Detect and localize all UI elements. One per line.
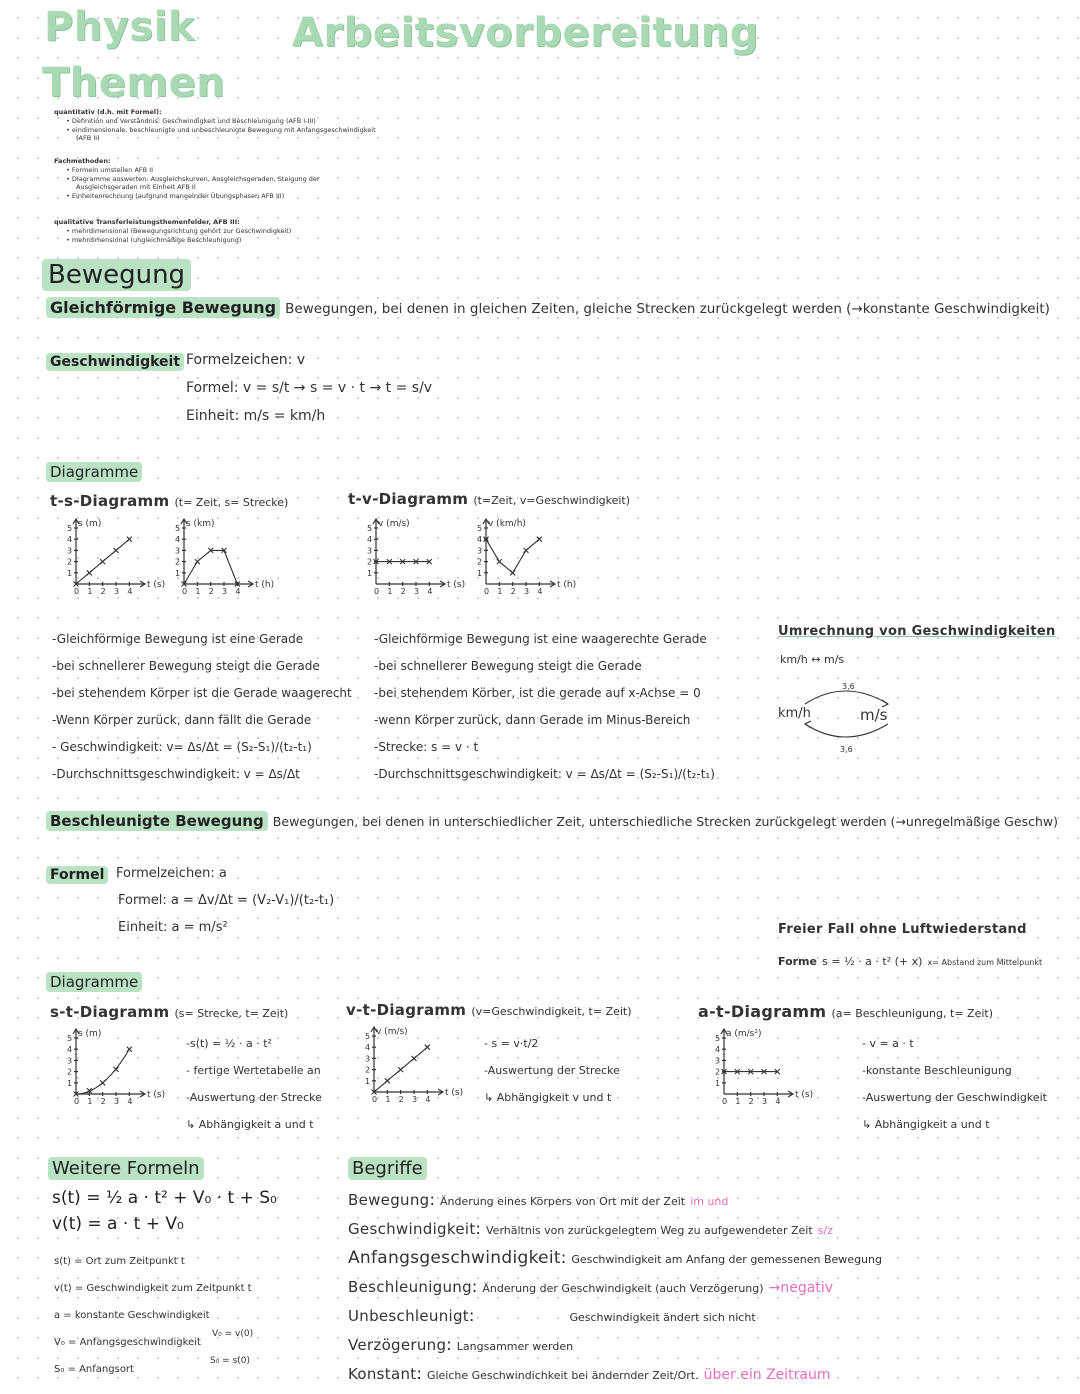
y-tick-label: 4 bbox=[67, 1045, 73, 1055]
x-tick-label: 1 bbox=[385, 1095, 391, 1104]
term-definition: Geschwindigkeit ändert sich nicht bbox=[569, 1311, 756, 1324]
vt-notes bbox=[484, 1030, 620, 1111]
methods-heading: Fachmethoden: bbox=[54, 157, 111, 165]
x-tick-label: 1 bbox=[497, 587, 503, 596]
st-note: -s(t) = ½ · a · t² bbox=[186, 1037, 272, 1050]
data-point bbox=[114, 1067, 119, 1072]
freefall-line bbox=[778, 950, 1042, 969]
term-name: Konstant bbox=[348, 1365, 417, 1383]
y-tick-label: 2 bbox=[477, 557, 483, 567]
x-tick-label: 3 bbox=[412, 1095, 418, 1104]
y-tick-label: 5 bbox=[365, 1032, 371, 1041]
at-diagram-legend: (a= Beschleunigung, t= Zeit) bbox=[831, 1007, 993, 1020]
ts-note: -bei stehendem Körper ist die Gerade waagerecht bbox=[52, 686, 352, 700]
topics-title: Themen bbox=[42, 60, 226, 106]
quant-item: (AFB II) bbox=[76, 134, 100, 143]
factor-bottom: 3,6 bbox=[840, 745, 853, 754]
data-point bbox=[127, 537, 132, 542]
y-tick-label: 3 bbox=[175, 546, 181, 556]
x-tick-label: 2 bbox=[510, 587, 516, 596]
st-notes bbox=[186, 1030, 322, 1138]
ts-note: -Wenn Körper zurück, dann fällt die Gerade bbox=[52, 713, 312, 727]
y-axis-label: s (km) bbox=[186, 519, 215, 529]
term-note: s/z bbox=[817, 1224, 833, 1237]
y-tick-label: 2 bbox=[67, 1067, 73, 1077]
data-point bbox=[510, 570, 515, 575]
vt-diagram-name: v-t-Diagramm bbox=[346, 1001, 467, 1019]
tv-diagram-legend: (t=Zeit, v=Geschwindigkeit) bbox=[473, 494, 631, 507]
tv-diagram-name: t-v-Diagramm bbox=[348, 490, 469, 508]
y-tick-label: 5 bbox=[715, 1034, 721, 1043]
y-axis-label: v (m/s) bbox=[378, 519, 410, 529]
x-tick-label: 4 bbox=[127, 587, 133, 596]
x-tick-label: 0 bbox=[372, 1095, 378, 1104]
formula-position: s(t) = ½ a · t² + V₀ · t + S₀ bbox=[52, 1188, 277, 1208]
term-definition: Änderung der Geschwindigkeit (auch Verzögerung) bbox=[482, 1282, 764, 1295]
x-axis-label: t (h) bbox=[557, 580, 577, 590]
conversion-right-unit: m/s bbox=[860, 706, 888, 724]
ts-note: -Gleichförmige Bewegung ist eine Gerade bbox=[52, 632, 304, 646]
bewegung-heading: Bewegung bbox=[42, 259, 191, 291]
acc-symbol: Formelzeichen: a bbox=[116, 866, 227, 881]
diagrams-heading-1: Diagramme bbox=[46, 462, 142, 482]
x-tick-label: 0 bbox=[74, 1097, 80, 1106]
y-tick-label: 1 bbox=[367, 568, 373, 578]
data-point bbox=[425, 1045, 430, 1050]
freefall-title: Freier Fall ohne Luftwiederstand bbox=[778, 922, 1027, 937]
freefall-formula: s = ½ · a · t² (+ x) bbox=[822, 955, 923, 968]
formula-definition: s(t) = Ort zum Zeitpunkt t bbox=[54, 1256, 185, 1267]
y-tick-label: 1 bbox=[67, 568, 73, 578]
y-tick-label: 3 bbox=[67, 1056, 73, 1066]
accelerated-motion-line bbox=[46, 811, 1058, 830]
st-note: ↳ Abhängigkeit a und t bbox=[186, 1118, 314, 1131]
at-note: ↳ Abhängigkeit a und t bbox=[862, 1118, 990, 1131]
acc-unit: Einheit: a = m/s² bbox=[118, 920, 228, 935]
st-diagram-title bbox=[50, 1002, 288, 1021]
term-name: Anfangsgeschwindigkeit bbox=[348, 1248, 561, 1268]
formula-definition: S₀ = Anfangsort bbox=[54, 1364, 134, 1375]
acc-formula: Formel: a = Δv/Δt = (V₂-V₁)/(t₂-t₁) bbox=[118, 893, 335, 908]
x-tick-label: 2 bbox=[400, 587, 406, 596]
ts-chart-stop-return bbox=[172, 516, 275, 596]
x-tick-label: 1 bbox=[195, 587, 201, 596]
arrow-top bbox=[805, 691, 888, 704]
term-definition: Änderung eines Körpers von Ort mit der Zeit bbox=[439, 1195, 686, 1208]
v0-equation: V₀ = v(0) bbox=[212, 1329, 254, 1339]
freefall-formula-label: Forme bbox=[778, 955, 817, 968]
y-tick-label: 1 bbox=[67, 1078, 73, 1088]
term-row: Unbeschleunigt: Geschwindigkeit ändert sich nicht bbox=[348, 1306, 756, 1325]
at-diagram-title bbox=[698, 1002, 993, 1021]
arrow-bottom bbox=[805, 724, 888, 737]
x-axis-label: t (s) bbox=[147, 580, 166, 590]
x-tick-label: 2 bbox=[208, 587, 214, 596]
x-axis-label: t (s) bbox=[795, 1090, 814, 1100]
y-tick-label: 3 bbox=[715, 1056, 721, 1066]
y-tick-label: 5 bbox=[175, 524, 181, 533]
st-note: -Auswertung der Strecke bbox=[186, 1091, 322, 1104]
at-note: - v = a · t bbox=[862, 1037, 914, 1050]
tv-notes bbox=[374, 626, 715, 788]
at-notes bbox=[862, 1030, 1047, 1138]
tv-note: -wenn Körper zurück, dann Gerade im Minus-Bereich bbox=[374, 713, 691, 727]
data-point bbox=[537, 537, 542, 542]
y-tick-label: 2 bbox=[67, 557, 73, 567]
y-tick-label: 2 bbox=[715, 1067, 721, 1077]
y-axis-label: a (m/s²) bbox=[726, 1029, 762, 1039]
quant-item: eindimensionale, beschleunigte und unbeschleunigte Bewegung mit Anfangsgeschwindigkeit bbox=[71, 125, 376, 134]
uniform-motion-line bbox=[46, 298, 1050, 317]
freefall-note: x= Abstand zum Mittelpunkt bbox=[927, 958, 1043, 967]
term-note: über ein Zeitraum bbox=[703, 1367, 831, 1383]
x-tick-label: 4 bbox=[127, 1097, 133, 1106]
methods-item: Ausgleichsgeraden mit Einheit AFB II bbox=[76, 183, 196, 192]
tv-note: -bei schnellerer Bewegung steigt die Gerade bbox=[374, 659, 642, 673]
x-axis-label: t (s) bbox=[147, 1090, 166, 1100]
vt-diagram-title bbox=[346, 1000, 632, 1019]
speed-formula: Formel: v = s/t → s = v · t → t = s/v bbox=[186, 380, 433, 396]
x-tick-label: 4 bbox=[235, 587, 241, 596]
x-tick-label: 4 bbox=[425, 1095, 431, 1104]
data-point bbox=[100, 1080, 105, 1085]
term-name: Geschwindigkeit bbox=[348, 1220, 476, 1238]
formula-definition: a = konstante Geschwindigkeit bbox=[54, 1310, 210, 1321]
y-tick-label: 1 bbox=[715, 1078, 721, 1088]
data-point bbox=[127, 1047, 132, 1052]
terms-list bbox=[348, 1186, 882, 1389]
y-tick-label: 4 bbox=[367, 535, 373, 545]
at-chart-constant bbox=[712, 1026, 812, 1106]
vt-diagram-legend: (v=Geschwindigkeit, t= Zeit) bbox=[471, 1005, 632, 1018]
ts-note: - Geschwindigkeit: v= Δs/Δt = (S₂-S₁)/(t₂-t₁) bbox=[52, 740, 312, 754]
diagrams-heading-2: Diagramme bbox=[46, 972, 142, 992]
arrow-bottom-head bbox=[805, 721, 811, 728]
y-tick-label: 3 bbox=[365, 1054, 371, 1064]
st-note: - fertige Wertetabelle an bbox=[186, 1064, 321, 1077]
x-tick-label: 3 bbox=[524, 587, 530, 596]
s0-equation: S₀ = s(0) bbox=[210, 1356, 251, 1366]
data-point bbox=[385, 1078, 390, 1083]
x-axis-label: t (s) bbox=[447, 580, 466, 590]
y-tick-label: 1 bbox=[175, 568, 181, 578]
y-tick-label: 1 bbox=[477, 568, 483, 578]
formula-velocity: v(t) = a · t + V₀ bbox=[52, 1214, 184, 1234]
ts-note: -bei schnellerer Bewegung steigt die Gerade bbox=[52, 659, 320, 673]
vt-note: - s = v·t/2 bbox=[484, 1037, 539, 1050]
data-line bbox=[486, 539, 539, 573]
vt-note: -Auswertung der Strecke bbox=[484, 1064, 620, 1077]
quant-item: Definition und Verständnis: Geschwindigkeit und Beschleunigung (AFB I-III) bbox=[71, 116, 316, 125]
term-definition: Langsammer werden bbox=[456, 1340, 574, 1353]
x-tick-label: 3 bbox=[762, 1097, 768, 1106]
term-name: Verzögerung bbox=[348, 1336, 447, 1354]
x-axis-label: t (s) bbox=[445, 1088, 464, 1098]
qual-item: mehrdimensional (ungleichmäßige Beschleunigung) bbox=[71, 235, 242, 244]
methods-item: Diagramme auswerten: Ausgleichskurven, Ausgleichsgeraden, Steigung der bbox=[71, 174, 320, 183]
methods-item: Formeln umstellen AFB II bbox=[71, 165, 153, 174]
term-row: Anfangsgeschwindigkeit: Geschwindigkeit am Anfang der gemessenen Bewegung bbox=[348, 1248, 882, 1268]
x-tick-label: 3 bbox=[114, 1097, 120, 1106]
data-point bbox=[412, 1056, 417, 1061]
x-tick-label: 1 bbox=[735, 1097, 741, 1106]
data-point bbox=[87, 570, 92, 575]
y-axis-label: s (m) bbox=[78, 1029, 102, 1039]
term-name: Beschleunigung bbox=[348, 1278, 472, 1296]
topics-quantitative: quantitativ (d.h. mit Formel): • Definition und Verständnis: Geschwindigkeit und Beschleunigung (AFB I-III) • eindimensionale, beschleunigte und unbeschleunigte Bewegung mit Anfangsgeschwindigkeit (AFB II) bbox=[54, 108, 376, 143]
x-tick-label: 3 bbox=[414, 587, 420, 596]
qual-heading: qualitative Transferleistungsthemenfelder, AFB III: bbox=[54, 218, 240, 226]
uniform-motion-definition: Bewegungen, bei denen in gleichen Zeiten, gleiche Strecken zurückgelegt werden (→konstante Geschwindigkeit) bbox=[285, 301, 1050, 317]
conversion-left-unit: km/h bbox=[778, 706, 811, 721]
x-tick-label: 3 bbox=[114, 587, 120, 596]
data-point bbox=[398, 1067, 403, 1072]
ts-diagram-legend: (t= Zeit, s= Strecke) bbox=[174, 496, 289, 509]
y-tick-label: 5 bbox=[67, 1034, 73, 1043]
factor-top: 3,6 bbox=[842, 682, 855, 691]
ts-notes bbox=[52, 626, 352, 788]
x-tick-label: 2 bbox=[100, 587, 106, 596]
qual-item: mehrdimensional (Bewegungsrichtung gehört zur Geschwindigkeit) bbox=[71, 226, 292, 235]
term-note: →negativ bbox=[768, 1280, 833, 1296]
data-point bbox=[100, 559, 105, 564]
speed-symbol: Formelzeichen: v bbox=[186, 352, 306, 368]
y-tick-label: 3 bbox=[477, 546, 483, 556]
x-tick-label: 2 bbox=[748, 1097, 754, 1106]
acc-formula-label: Formel bbox=[46, 866, 108, 884]
term-name: Unbeschleunigt bbox=[348, 1307, 469, 1325]
at-note: -konstante Beschleunigung bbox=[862, 1064, 1012, 1077]
tv-chart-varying bbox=[474, 516, 577, 596]
y-tick-label: 4 bbox=[477, 535, 483, 545]
at-diagram-name: a-t-Diagramm bbox=[698, 1002, 827, 1021]
tv-note: -Strecke: s = v · t bbox=[374, 740, 479, 754]
x-tick-label: 3 bbox=[222, 587, 228, 596]
x-tick-label: 2 bbox=[398, 1095, 404, 1104]
topics-qualitative: qualitative Transferleistungsthemenfelder, AFB III: • mehrdimensional (Bewegungsrichtung gehört zur Geschwindigkeit) • mehrdimensional (ungleichmäßige Beschleunigung) bbox=[54, 218, 292, 244]
data-line bbox=[184, 550, 237, 584]
st-diagram-legend: (s= Strecke, t= Zeit) bbox=[174, 1007, 289, 1020]
x-tick-label: 0 bbox=[182, 587, 188, 596]
topics-methods: Fachmethoden: • Formeln umstellen AFB II • Diagramme auswerten: Ausgleichskurven, Ausgleichsgeraden, Steigung der Ausgleichsgeraden mit Einheit AFB II • Einheitenrechnung (aufgrund mangelnder Übungsphasen AFB III) bbox=[54, 157, 320, 201]
ts-note: -Durchschnittsgeschwindigkeit: v = Δs/Δt bbox=[52, 767, 300, 781]
ts-diagram-title bbox=[50, 491, 288, 510]
vt-chart-accelerated bbox=[362, 1024, 462, 1104]
term-row: Konstant: Gleiche Geschwindichkeit bei ändernder Zeit/Ort. über ein Zeitraum bbox=[348, 1364, 831, 1383]
y-axis-label: v (m/s) bbox=[376, 1027, 408, 1037]
page-title: Arbeitsvorbereitung bbox=[292, 10, 759, 56]
at-note: -Auswertung der Geschwindigkeit bbox=[862, 1091, 1047, 1104]
x-tick-label: 4 bbox=[427, 587, 433, 596]
y-tick-label: 3 bbox=[67, 546, 73, 556]
more-formulas-heading: Weitere Formeln bbox=[48, 1157, 204, 1180]
y-tick-label: 3 bbox=[367, 546, 373, 556]
vt-note: ↳ Abhängigkeit v und t bbox=[484, 1091, 612, 1104]
tv-chart-constant bbox=[364, 516, 464, 596]
x-axis-label: t (h) bbox=[255, 580, 275, 590]
speed-unit: Einheit: m/s = km/h bbox=[186, 408, 326, 424]
y-tick-label: 4 bbox=[175, 535, 181, 545]
y-tick-label: 2 bbox=[365, 1065, 371, 1075]
terms-heading: Begriffe bbox=[348, 1157, 427, 1180]
tv-note: -Gleichförmige Bewegung ist eine waagerechte Gerade bbox=[374, 632, 707, 646]
y-tick-label: 5 bbox=[367, 524, 373, 533]
y-tick-label: 5 bbox=[67, 524, 73, 533]
x-tick-label: 1 bbox=[387, 587, 393, 596]
x-tick-label: 0 bbox=[374, 587, 380, 596]
quant-heading: quantitativ (d.h. mit Formel): bbox=[54, 108, 162, 116]
y-tick-label: 4 bbox=[715, 1045, 721, 1055]
data-point bbox=[497, 559, 502, 564]
term-definition: Verhältnis von zurückgelegtem Weg zu aufgewendeter Zeit bbox=[486, 1224, 813, 1237]
term-name: Bewegung bbox=[348, 1191, 430, 1209]
uniform-motion-label: Gleichförmige Bewegung bbox=[46, 297, 280, 318]
x-tick-label: 2 bbox=[100, 1097, 106, 1106]
data-line bbox=[76, 1049, 129, 1094]
conversion-title: Umrechnung von Geschwindigkeiten bbox=[778, 624, 1056, 639]
term-row: Verzögerung: Langsammer werden bbox=[348, 1335, 574, 1354]
term-definition: Geschwindigkeit am Anfang der gemessenen Bewegung bbox=[571, 1253, 882, 1266]
tv-note: -Durchschnittsgeschwindigkeit: v = Δs/Δt = (S₂-S₁)/(t₂-t₁) bbox=[374, 767, 715, 781]
st-diagram-name: s-t-Diagramm bbox=[50, 1003, 170, 1021]
x-tick-label: 0 bbox=[74, 587, 80, 596]
formula-definition: v(t) = Geschwindigkeit zum Zeitpunkt t bbox=[54, 1283, 252, 1294]
formula-definition: V₀ = Anfangsgeschwindigkeit bbox=[54, 1337, 201, 1348]
data-point bbox=[524, 548, 529, 553]
data-point bbox=[114, 548, 119, 553]
accelerated-motion-definition: Bewegungen, bei denen in unterschiedlicher Zeit, unterschiedliche Strecken zurückgelegt werden (→unregelmäßige Geschw) bbox=[272, 814, 1058, 829]
tv-note: -bei stehendem Körber, ist die gerade auf x-Achse = 0 bbox=[374, 686, 701, 700]
x-tick-label: 4 bbox=[775, 1097, 781, 1106]
x-tick-label: 1 bbox=[87, 1097, 93, 1106]
methods-item: Einheitenrechnung (aufgrund mangelnder Übungsphasen AFB III) bbox=[71, 192, 285, 201]
st-chart-accelerated bbox=[64, 1026, 164, 1106]
y-axis-label: s (m) bbox=[78, 519, 102, 529]
term-note: im und bbox=[690, 1195, 729, 1208]
accelerated-motion-label: Beschleunigte Bewegung bbox=[46, 811, 268, 831]
y-axis-label: v (km/h) bbox=[488, 519, 526, 529]
speed-label: Geschwindigkeit bbox=[46, 353, 184, 371]
y-tick-label: 1 bbox=[365, 1076, 371, 1086]
x-tick-label: 1 bbox=[87, 587, 93, 596]
y-tick-label: 4 bbox=[67, 535, 73, 545]
term-row: Geschwindigkeit: Verhältnis von zurückgelegtem Weg zu aufgewendeter Zeit s/z bbox=[348, 1219, 833, 1238]
y-tick-label: 4 bbox=[365, 1043, 371, 1053]
tv-diagram-title bbox=[348, 489, 630, 508]
term-definition: Gleiche Geschwindichkeit bei ändernder Zeit/Ort. bbox=[426, 1369, 699, 1382]
x-tick-label: 4 bbox=[537, 587, 543, 596]
x-tick-label: 0 bbox=[722, 1097, 728, 1106]
y-tick-label: 2 bbox=[175, 557, 181, 567]
conversion-subtitle: km/h ↔ m/s bbox=[780, 653, 845, 666]
ts-diagram-name: t-s-Diagramm bbox=[50, 492, 170, 510]
term-row: Beschleunigung: Änderung der Geschwindigkeit (auch Verzögerung) →negativ bbox=[348, 1277, 833, 1296]
y-tick-label: 5 bbox=[477, 524, 483, 533]
data-point bbox=[195, 559, 200, 564]
subject-title: Physik bbox=[44, 4, 195, 50]
x-tick-label: 0 bbox=[484, 587, 490, 596]
term-row: Bewegung: Änderung eines Körpers von Ort mit der Zeit im und bbox=[348, 1190, 729, 1209]
y-tick-label: 2 bbox=[367, 557, 373, 567]
ts-chart-uniform bbox=[64, 516, 164, 596]
